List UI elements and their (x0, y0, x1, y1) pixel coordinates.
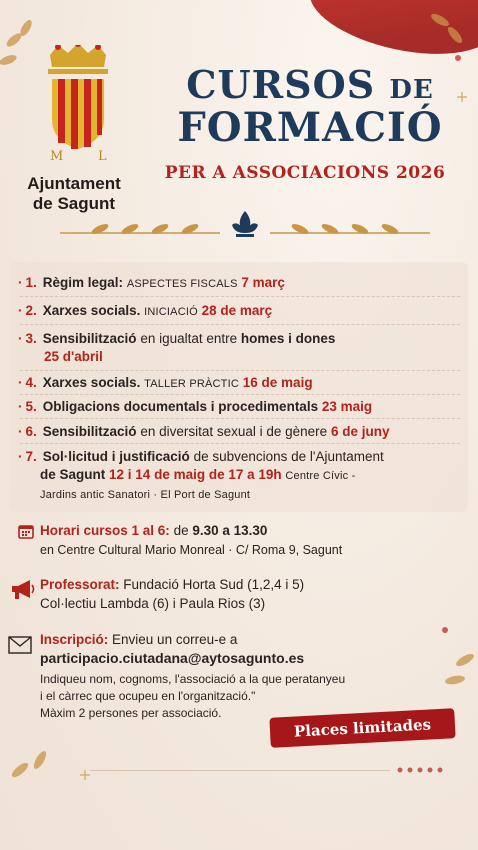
separator (20, 394, 460, 395)
course-name: Xarxes socials. (42, 375, 141, 390)
crest-letter-right: L (98, 149, 107, 164)
teachers-label: Professorat: (40, 577, 120, 592)
title-line-2: FORMACIÓ (177, 104, 443, 151)
course-date: 7 març (241, 275, 285, 290)
course-name: Xarxes socials. (42, 303, 141, 318)
envelope-icon (8, 636, 32, 654)
signup-label: Inscripció: (40, 632, 109, 647)
course-date: 25 d'abril (44, 349, 103, 364)
places-limited-badge: Places limitades (269, 708, 455, 748)
course-name: Sol·licitud i justificació (42, 449, 190, 464)
title-word-cursos: CURSOS (186, 62, 376, 107)
course-item-3: · 3. Sensibilització en igualtat entre homes i dones 25 d'abril (18, 331, 336, 364)
course-detail: INICIACIÓ (144, 306, 198, 318)
schedule-block (40, 521, 460, 560)
course-item-5: · 5. Obligacions documentals i procedimentals 23 maig (18, 399, 373, 414)
subtitle: PER A ASSOCIACIONS 2026 (164, 163, 446, 183)
course-number: 4. (25, 375, 37, 390)
teachers-block (40, 575, 460, 613)
ornamental-divider (60, 207, 430, 247)
megaphone-icon (10, 578, 36, 600)
course-date: 12 i 14 de maig de 17 a 19h (109, 467, 282, 482)
course-item-4: · 4. Xarxes socials. TALLER PRÀCTIC 16 de maig (18, 375, 313, 390)
course-number: 3. (25, 331, 37, 346)
course-item-6: · 6. Sensibilització en diversitat sexual i de gènere 6 de juny (18, 424, 390, 439)
schedule-location: en Centre Cultural Mario Monreal · C/ Roma 9, Sagunt (40, 543, 343, 557)
title-word-de: DE (389, 75, 434, 105)
separator (20, 324, 460, 325)
course-number: 2. (25, 303, 37, 318)
organization-line-1: Ajuntament (27, 174, 121, 193)
schedule-time: 9.30 a 13.30 (192, 523, 268, 538)
bottom-line (90, 770, 390, 771)
course-detail: en diversitat sexual i de gènere (140, 424, 328, 439)
separator (20, 418, 460, 419)
separator (20, 443, 460, 444)
course-detail: TALLER PRÀCTIC (144, 378, 240, 390)
course-detail: ASPECTES FISCALS (126, 278, 238, 290)
course-date: 16 de maig (242, 375, 313, 390)
calendar-icon (18, 523, 34, 539)
schedule-time-prefix: de (173, 523, 189, 538)
course-name: Sensibilització (42, 424, 137, 439)
signup-note-3: Màxim 2 persones per associació. (40, 706, 222, 720)
course-item-2: · 2. Xarxes socials. INICIACIÓ 28 de març (18, 303, 273, 318)
signup-note-2: i el càrrec que ocupeu en l'organització." (40, 689, 256, 703)
course-item-1: · 1. Règim legal: ASPECTES FISCALS 7 març (18, 275, 285, 290)
course-place: Centre Cívic - (285, 470, 356, 482)
course-name: Obligacions documentals i procedimentals (42, 399, 319, 414)
course-date: 23 maig (321, 399, 373, 414)
course-number: 1. (25, 275, 37, 290)
separator (20, 296, 460, 297)
signup-email-link[interactable]: participacio.ciutadana@aytosagunto.es (40, 650, 305, 666)
separator (20, 370, 460, 371)
course-date: 6 de juny (330, 424, 390, 439)
course-date: 28 de març (201, 303, 273, 318)
course-number: 7. (25, 449, 37, 464)
course-place-continued: Jardins antic Sanatori · El Port de Sagunt (40, 489, 251, 501)
signup-intro: Envieu un correu-e a (112, 632, 238, 647)
title-line-1 (150, 62, 470, 107)
organization-line-2: de Sagunt (32, 194, 116, 213)
course-name: Règim legal: (42, 275, 124, 290)
crest-letter-left: M (50, 149, 64, 164)
course-name-continued: de Sagunt (40, 467, 106, 482)
schedule-label: Horari cursos 1 al 6: (40, 523, 170, 538)
course-detail: en igualtat entre (140, 331, 238, 346)
course-number: 6. (25, 424, 37, 439)
signup-block (40, 630, 460, 668)
teachers-line-1: Fundació Horta Sud (1,2,4 i 5) (123, 577, 305, 592)
signup-note-1: Indiqueu nom, cognoms, l'associació a la que peratanyeu (40, 672, 346, 686)
course-detail-bold: homes i dones (240, 331, 336, 346)
course-item-7: · 7. Sol·licitud i justificació de subvencions de l'Ajuntament de Sagunt 12 i 14 de maig de 17 a 19h Centre Cívic - Jardins antic Sanatori · El Port de Sagunt (18, 449, 384, 501)
teachers-line-2: Col·lectiu Lambda (6) i Paula Rios (3) (40, 596, 266, 611)
course-name: Sensibilització (42, 331, 137, 346)
course-detail: de subvencions de l'Ajuntament (193, 449, 384, 464)
course-number: 5. (25, 399, 37, 414)
